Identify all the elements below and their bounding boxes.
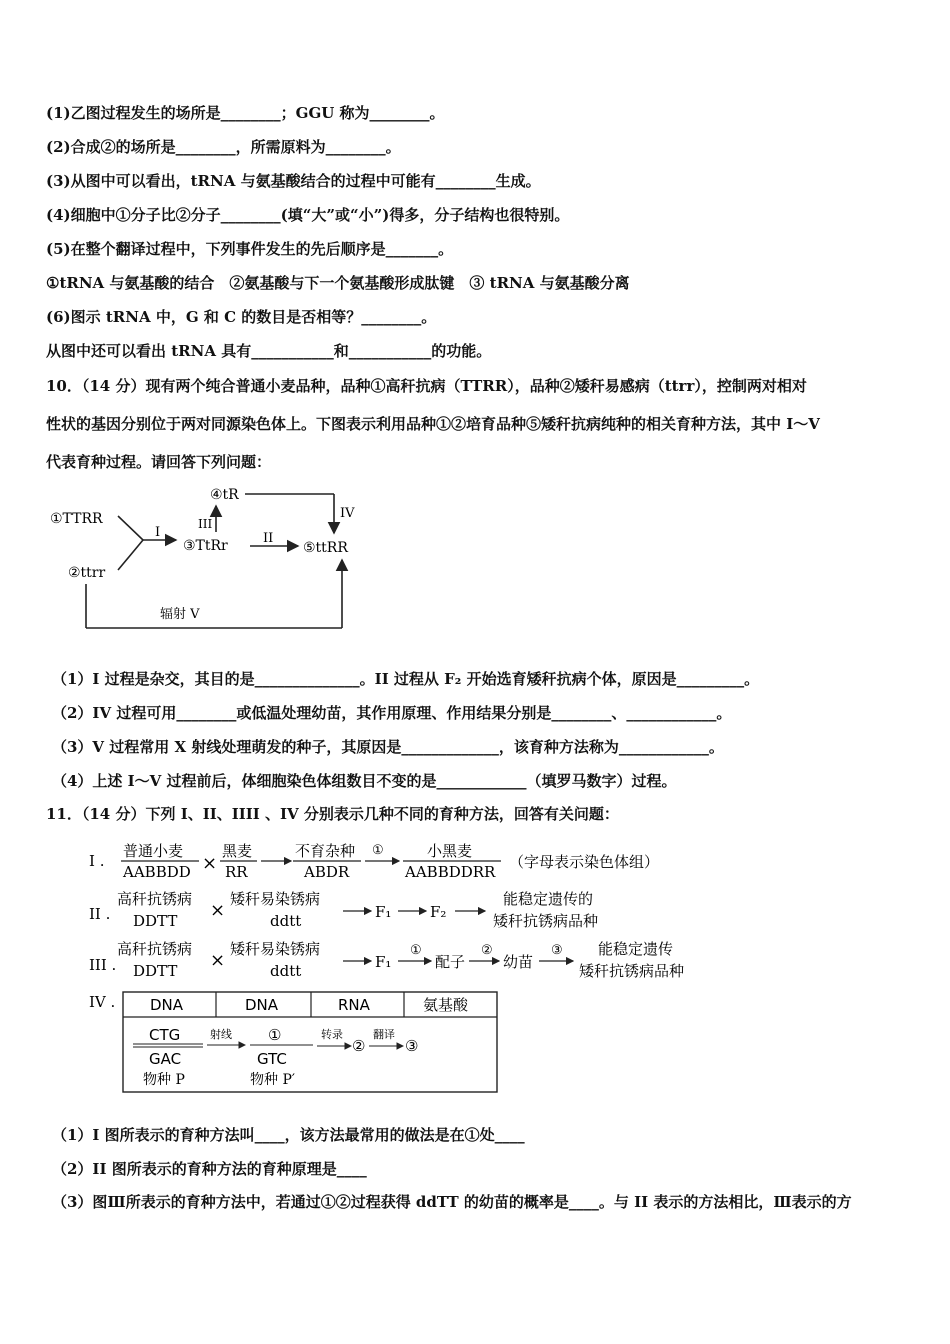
row-III-label: III . (89, 956, 117, 974)
row-IV-header-amino-acid: 氨基酸 (423, 996, 469, 1014)
q11-breeding-diagram (85, 830, 715, 1098)
node-ttrr: ①TTRR (50, 511, 103, 527)
row-I-label: I . (89, 852, 105, 870)
row-I-note: （字母表示染色体组） (509, 853, 660, 871)
row-I-triticale-genome: AABBDDRR (405, 863, 496, 881)
row-I-hybrid-genome: ABDR (304, 863, 350, 881)
node-tt-rr: ③TtRr (183, 538, 228, 554)
row-III-parent-1: 高秆抗锈病 (117, 940, 193, 958)
node-target: ⑤ttRR (303, 540, 348, 556)
label-V: 辐射 V (160, 607, 200, 622)
q9-line-5: (5)在整个翻译过程中，下列事件发生的先后顺序是_______。 (46, 240, 454, 258)
q9-line-3: (3)从图中可以看出，tRNA 与氨基酸结合的过程中可能有________生成。 (46, 172, 541, 190)
row-II-parent-2-genotype: ddtt (270, 912, 302, 930)
row-IV-header-dna-2: DNA (245, 996, 279, 1014)
label-III: III (198, 517, 213, 531)
row-I-wheat: 普通小麦 (123, 842, 184, 860)
row-II-parent-1-genotype: DDTT (133, 912, 178, 930)
q10-answer-3: （3）V 过程常用 X 射线处理萌发的种子，其原因是_____________，该育种方法称为____________。 (52, 738, 724, 756)
node-ttrr-low: ②ttrr (68, 565, 106, 581)
row-I-step-1: ① (372, 843, 384, 858)
q11-answer-3: （3）图Ⅲ所表示的育种方法中，若通过①②过程获得 ddTT 的幼苗的概率是____。与 II 表示的方法相比，Ⅲ表示的方 (52, 1193, 852, 1211)
q9-line-1: (1)乙图过程发生的场所是________；GGU 称为________。 (46, 104, 445, 122)
node-tr: ④tR (210, 487, 239, 503)
q9-line-4: (4)细胞中①分子比②分子________(填“大”或“小”)得多，分子结构也很特别。 (46, 206, 570, 224)
cross-symbol-I: × (202, 853, 218, 874)
row-III-parent-1-genotype: DDTT (133, 962, 178, 980)
row-II-result-2: 矮秆抗锈病品种 (493, 912, 599, 930)
row-IV-species-p: 物种 P (143, 1072, 185, 1088)
row-IV-gtc: GTC (257, 1050, 287, 1068)
row-I-triticale: 小黑麦 (427, 842, 473, 860)
row-IV-step-2: ② (352, 1037, 366, 1055)
q10-breeding-diagram (40, 480, 380, 640)
row-IV-gac: GAC (149, 1050, 182, 1068)
row-III-gametes: 配子 (435, 953, 466, 971)
row-I-rye: 黑麦 (222, 842, 253, 860)
row-II-result-1: 能稳定遗传的 (503, 890, 594, 908)
row-III-step-2: ② (481, 943, 493, 958)
q10-intro-line-1: 10．（14 分）现有两个纯合普通小麦品种，品种①高秆抗病（TTRR），品种②矮秆易感病（ttrr），控制两对相对 (46, 377, 807, 395)
q11-answer-1: （1）I 图所表示的育种方法叫____，该方法最常用的做法是在①处____ (52, 1126, 525, 1144)
q9-line-6: ①tRNA 与氨基酸的结合 ②氨基酸与下一个氨基酸形成肽键 ③ tRNA 与氨基酸分离 (46, 274, 630, 292)
q10-intro-line-2: 性状的基因分别位于两对同源染色体上。下图表示利用品种①②培育品种⑤矮秆抗病纯种的相关育种方法，其中 I～V (46, 415, 820, 433)
q10-answer-4: （4）上述 I～V 过程前后，体细胞染色体组数目不变的是____________（填罗马数字）过程。 (52, 772, 677, 790)
row-III-result-1: 能稳定遗传 (598, 940, 674, 958)
row-I-wheat-genome: AABBDD (123, 863, 191, 881)
row-III-step-3: ③ (551, 943, 563, 958)
row-IV-step-3: ③ (405, 1037, 419, 1055)
row-IV-header-dna-1: DNA (150, 996, 184, 1014)
cross-symbol-III: × (210, 950, 226, 971)
row-IV-transcription: 转录 (321, 1028, 343, 1041)
row-II-f1: F₁ (375, 903, 392, 921)
row-IV-species-p-prime: 物种 P′ (250, 1072, 296, 1088)
label-II: II (263, 531, 274, 546)
q10-answer-2: （2）IV 过程可用________或低温处理幼苗，其作用原理、作用结果分别是________、____________。 (52, 704, 732, 722)
q9-line-7: (6)图示 tRNA 中，G 和 C 的数目是否相等？________。 (46, 308, 437, 326)
q10-intro-line-3: 代表育种过程。请回答下列问题： (46, 453, 272, 471)
q11-answer-2: （2）II 图所表示的育种方法的育种原理是____ (52, 1160, 367, 1178)
row-IV-ctg: CTG (149, 1026, 181, 1044)
q11-intro: 11．（14 分）下列 I、II、IIII 、IV 分别表示几种不同的育种方法，回答有关问题： (46, 805, 619, 823)
cross-line-bottom (118, 540, 143, 570)
row-III-seedling: 幼苗 (503, 953, 534, 971)
row-II-f2: F₂ (430, 903, 447, 921)
row-II-parent-1: 高秆抗锈病 (117, 890, 193, 908)
cross-symbol-II: × (210, 900, 226, 921)
row-III-f1: F₁ (375, 953, 392, 971)
row-IV-step-1: ① (268, 1026, 282, 1044)
label-IV: IV (340, 506, 355, 521)
cross-line-top (118, 516, 143, 540)
row-I-hybrid: 不育杂种 (295, 842, 356, 860)
row-IV-header-rna: RNA (338, 996, 370, 1014)
row-I-rye-genome: RR (225, 863, 248, 881)
q9-line-8: 从图中还可以看出 tRNA 具有___________和___________的功能。 (46, 342, 492, 360)
row-III-step-1: ① (410, 943, 422, 958)
q9-line-2: (2)合成②的场所是________，所需原料为________。 (46, 138, 401, 156)
row-IV-radiation: 射线 (210, 1028, 232, 1041)
row-II-label: II . (89, 905, 111, 923)
row-III-parent-2-genotype: ddtt (270, 962, 302, 980)
row-IV-label: IV . (89, 993, 116, 1011)
row-III-parent-2: 矮秆易染锈病 (230, 940, 321, 958)
row-IV-translation: 翻译 (373, 1028, 395, 1041)
row-III-result-2: 矮秆抗锈病品种 (579, 962, 685, 980)
row-II-parent-2: 矮秆易染锈病 (230, 890, 321, 908)
q10-answer-1: （1）I 过程是杂交，其目的是______________。II 过程从 F₂ 开始选育矮秆抗病个体，原因是_________。 (52, 670, 760, 688)
label-I: I (155, 525, 161, 540)
